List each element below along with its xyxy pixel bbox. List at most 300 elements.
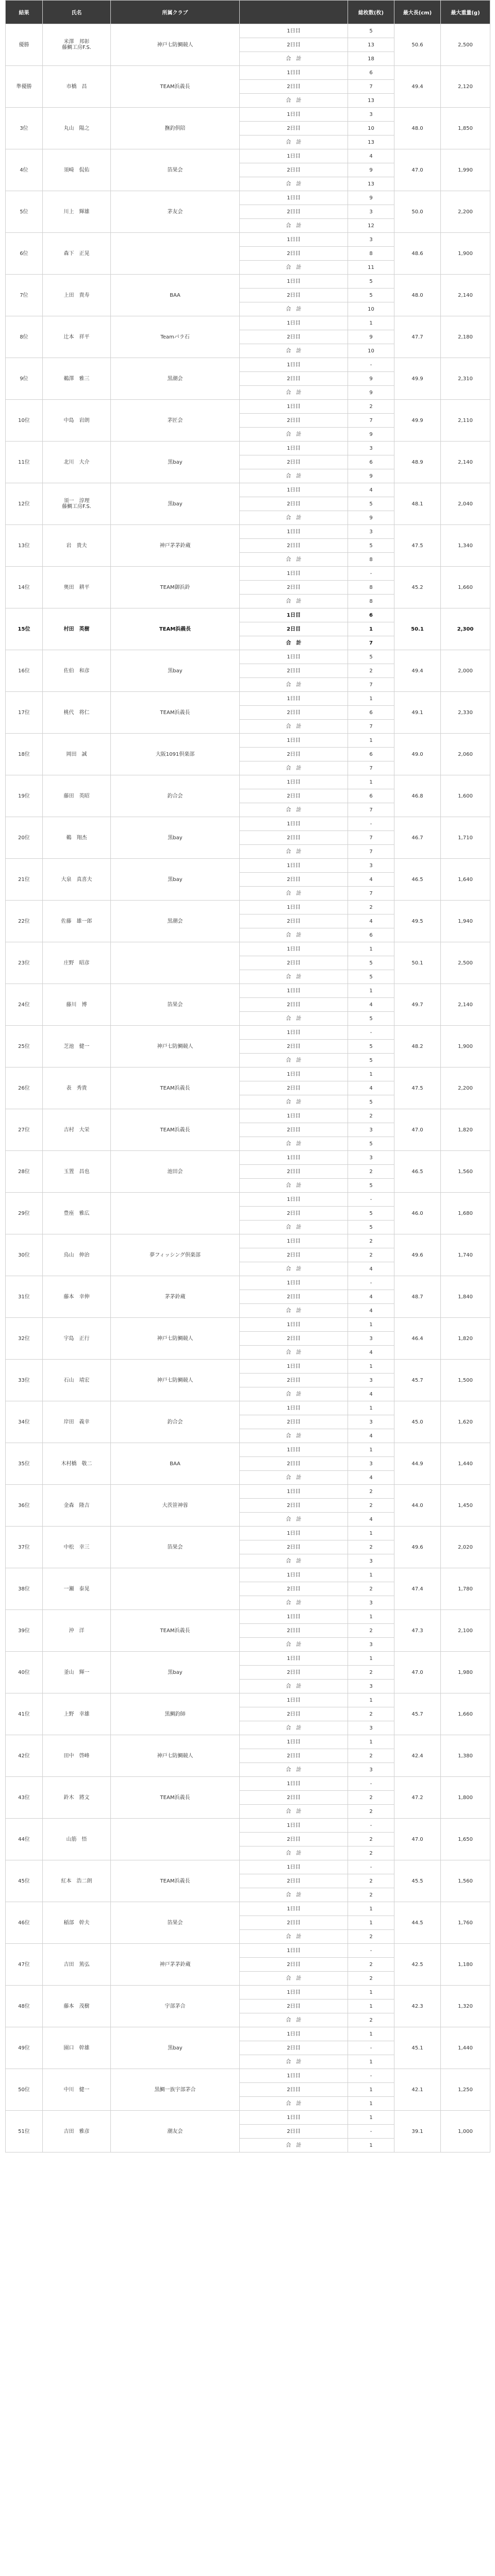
name-cell: 佐藤 雄一郎	[43, 901, 111, 942]
table-row	[6, 650, 490, 664]
day-label-cell: 2日目	[240, 1374, 348, 1387]
name-cell: 稲部 幹夫	[43, 1902, 111, 1944]
count-cell: 5	[348, 497, 394, 511]
name-cell: 桃代 将仁	[43, 692, 111, 734]
day-label-cell: 2日目	[240, 1415, 348, 1429]
day-label-cell: 1日目	[240, 817, 348, 831]
day-label-cell: 1日目	[240, 1860, 348, 1874]
maxlen-cell: 42.4	[394, 1735, 441, 1777]
rank-cell: 30位	[6, 1234, 43, 1276]
day-label-cell: 合 計	[240, 1262, 348, 1276]
maxwt-cell: 1,450	[441, 1485, 490, 1527]
count-cell: 3	[348, 1763, 394, 1777]
day-label-cell: 1日目	[240, 1067, 348, 1081]
club-cell: 釣合会	[111, 775, 240, 817]
maxlen-cell: 50.1	[394, 942, 441, 984]
name-cell: 芝池 健一	[43, 1026, 111, 1067]
count-cell: 1	[348, 1527, 394, 1540]
count-cell: 2	[348, 1485, 394, 1499]
table-row	[6, 1610, 490, 1624]
day-label-cell: 2日目	[240, 831, 348, 845]
count-cell: 5	[348, 1012, 394, 1026]
count-cell: 3	[348, 205, 394, 219]
club-cell: 夢フィッシング倶楽部	[111, 1234, 240, 1276]
count-cell: 1	[348, 2111, 394, 2125]
club-cell: 黒鯛釣師	[111, 1693, 240, 1735]
table-row	[6, 1276, 490, 1290]
name-cell: 釜山 輝一	[43, 1652, 111, 1693]
count-cell: 6	[348, 789, 394, 803]
day-label-cell: 合 計	[240, 678, 348, 692]
maxlen-cell: 46.8	[394, 775, 441, 817]
count-cell: 8	[348, 581, 394, 595]
rank-cell: 8位	[6, 316, 43, 358]
count-cell: 1	[348, 2055, 394, 2069]
day-label-cell: 合 計	[240, 595, 348, 608]
count-cell: 1	[348, 1360, 394, 1374]
maxlen-cell: 44.5	[394, 1902, 441, 1944]
day-label-cell: 合 計	[240, 1221, 348, 1234]
maxlen-cell: 47.5	[394, 525, 441, 567]
club-cell: 神戸七防鯛競人	[111, 1318, 240, 1360]
day-label-cell: 1日目	[240, 1527, 348, 1540]
count-cell: 1	[348, 2027, 394, 2041]
maxwt-cell: 1,850	[441, 108, 490, 149]
day-label-cell: 2日目	[240, 1332, 348, 1346]
rank-cell: 32位	[6, 1318, 43, 1360]
maxwt-cell: 2,060	[441, 734, 490, 775]
rank-cell: 25位	[6, 1026, 43, 1067]
count-cell: 4	[348, 998, 394, 1012]
day-label-cell: 合 計	[240, 2013, 348, 2027]
table-row	[6, 1735, 490, 1749]
name-cell: 鵜 翔杰	[43, 817, 111, 859]
day-label-cell: 合 計	[240, 845, 348, 859]
rank-cell: 22位	[6, 901, 43, 942]
count-cell: 13	[348, 177, 394, 191]
header-name: 氏名	[43, 1, 111, 24]
day-label-cell: 1日目	[240, 233, 348, 247]
table-row	[6, 1193, 490, 1207]
day-label-cell: 合 計	[240, 1763, 348, 1777]
club-cell: TEAM浜義長	[111, 1067, 240, 1109]
maxlen-cell: 49.9	[394, 358, 441, 400]
day-label-cell: 1日目	[240, 567, 348, 581]
maxlen-cell: 50.1	[394, 608, 441, 650]
count-cell: 1	[348, 1999, 394, 2013]
day-label-cell: 合 計	[240, 1304, 348, 1318]
count-cell: 9	[348, 428, 394, 442]
table-row	[6, 1693, 490, 1707]
name-cell: 村田 英樹	[43, 608, 111, 650]
count-cell: 5	[348, 956, 394, 970]
maxlen-cell: 45.5	[394, 1860, 441, 1902]
maxlen-cell: 44.0	[394, 1485, 441, 1527]
day-label-cell: 2日目	[240, 622, 348, 636]
club-cell: TEAM浜義長	[111, 1777, 240, 1819]
count-cell: 1	[348, 316, 394, 330]
day-label-cell: 合 計	[240, 553, 348, 567]
count-cell: 1	[348, 2083, 394, 2097]
count-cell: 3	[348, 1721, 394, 1735]
day-label-cell: 合 計	[240, 1513, 348, 1527]
maxwt-cell: 1,760	[441, 1902, 490, 1944]
count-cell: 2	[348, 1624, 394, 1638]
count-cell: 13	[348, 94, 394, 108]
rank-cell: 31位	[6, 1276, 43, 1318]
maxlen-cell: 45.7	[394, 1360, 441, 1401]
maxlen-cell: 47.7	[394, 316, 441, 358]
club-cell: 茅友会	[111, 191, 240, 233]
maxwt-cell: 1,600	[441, 775, 490, 817]
rank-cell: 33位	[6, 1360, 43, 1401]
count-cell: 5	[348, 539, 394, 553]
count-cell: 9	[348, 469, 394, 483]
count-cell: 13	[348, 38, 394, 52]
count-cell: 7	[348, 761, 394, 775]
maxwt-cell: 1,440	[441, 2027, 490, 2069]
count-cell: 2	[348, 1234, 394, 1248]
day-label-cell: 合 計	[240, 1471, 348, 1485]
count-cell: 4	[348, 1290, 394, 1304]
rank-cell: 41位	[6, 1693, 43, 1735]
count-cell: 2	[348, 1874, 394, 1888]
name-cell: 藤川 博	[43, 984, 111, 1026]
maxlen-cell: 48.2	[394, 1026, 441, 1067]
table-row	[6, 1151, 490, 1165]
name-cell: 園口 幹雄	[43, 2027, 111, 2069]
club-cell: 神戸七防鯛競人	[111, 1360, 240, 1401]
day-label-cell: 合 計	[240, 1930, 348, 1944]
table-row	[6, 775, 490, 789]
table-row	[6, 567, 490, 581]
count-cell: 7	[348, 831, 394, 845]
table-row	[6, 2111, 490, 2125]
day-label-cell: 合 計	[240, 761, 348, 775]
day-label-cell: 2日目	[240, 873, 348, 887]
day-label-cell: 2日目	[240, 581, 348, 595]
table-row	[6, 1902, 490, 1916]
name-cell: 石山 靖宏	[43, 1360, 111, 1401]
name-cell: 吉田 篤弘	[43, 1944, 111, 1986]
day-label-cell: 2日目	[240, 2125, 348, 2139]
club-cell	[111, 1193, 240, 1234]
club-cell: 箔果会	[111, 149, 240, 191]
name-cell: 庄野 昭彦	[43, 942, 111, 984]
club-cell: BAA	[111, 275, 240, 316]
maxlen-cell: 47.3	[394, 1610, 441, 1652]
name-cell: 鈴木 將文	[43, 1777, 111, 1819]
day-label-cell: 2日目	[240, 1833, 348, 1846]
table-row	[6, 400, 490, 414]
count-cell: 2	[348, 1707, 394, 1721]
table-row	[6, 1986, 490, 1999]
maxwt-cell: 2,180	[441, 316, 490, 358]
count-cell: 2	[348, 1888, 394, 1902]
day-label-cell: 2日目	[240, 748, 348, 761]
rank-cell: 5位	[6, 191, 43, 233]
count-cell: 18	[348, 52, 394, 66]
day-label-cell: 2日目	[240, 205, 348, 219]
club-cell: 箔果会	[111, 1902, 240, 1944]
day-label-cell: 2日目	[240, 372, 348, 386]
count-cell: 11	[348, 261, 394, 275]
maxlen-cell: 48.6	[394, 233, 441, 275]
club-cell: Teamパラ石	[111, 316, 240, 358]
club-cell: 黒bay	[111, 2027, 240, 2069]
count-cell: 7	[348, 80, 394, 94]
day-label-cell: 1日目	[240, 1902, 348, 1916]
club-cell: 潮友会	[111, 2111, 240, 2153]
day-label-cell: 1日目	[240, 734, 348, 748]
day-label-cell: 1日目	[240, 1735, 348, 1749]
day-label-cell: 1日目	[240, 1360, 348, 1374]
count-cell: 7	[348, 678, 394, 692]
day-label-cell: 2日目	[240, 706, 348, 720]
count-cell: 4	[348, 149, 394, 163]
day-label-cell: 合 計	[240, 344, 348, 358]
day-label-cell: 2日目	[240, 956, 348, 970]
count-cell: -	[348, 1777, 394, 1791]
rank-cell: 44位	[6, 1819, 43, 1860]
rank-cell: 17位	[6, 692, 43, 734]
day-label-cell: 2日目	[240, 1165, 348, 1179]
name-cell: 岡田 誠	[43, 734, 111, 775]
count-cell: 5	[348, 289, 394, 302]
name-cell: 吉村 大栄	[43, 1109, 111, 1151]
day-label-cell: 2日目	[240, 1958, 348, 1972]
maxwt-cell: 2,500	[441, 24, 490, 66]
day-label-cell: 2日目	[240, 1499, 348, 1513]
table-row	[6, 1777, 490, 1791]
name-cell: 米澤 邦彰 藤鯛工房F.S.	[43, 24, 111, 66]
day-label-cell: 1日目	[240, 442, 348, 455]
name-cell: 表 秀貴	[43, 1067, 111, 1109]
table-row	[6, 1234, 490, 1248]
day-label-cell: 合 計	[240, 428, 348, 442]
rank-cell: 49位	[6, 2027, 43, 2069]
maxlen-cell: 45.1	[394, 2027, 441, 2069]
count-cell: 5	[348, 275, 394, 289]
day-label-cell: 合 計	[240, 52, 348, 66]
maxlen-cell: 46.5	[394, 859, 441, 901]
count-cell: 8	[348, 247, 394, 261]
table-row	[6, 24, 490, 38]
count-cell: 2	[348, 1109, 394, 1123]
club-cell: 神戸七防鯛競人	[111, 1735, 240, 1777]
maxwt-cell: 1,650	[441, 1819, 490, 1860]
table-row	[6, 1652, 490, 1666]
table-row	[6, 1109, 490, 1123]
day-label-cell: 合 計	[240, 1429, 348, 1443]
count-cell: 4	[348, 1346, 394, 1360]
day-label-cell: 2日目	[240, 1749, 348, 1763]
maxwt-cell: 1,380	[441, 1735, 490, 1777]
count-cell: 2	[348, 1805, 394, 1819]
day-label-cell: 1日目	[240, 1151, 348, 1165]
rank-cell: 46位	[6, 1902, 43, 1944]
count-cell: 2	[348, 664, 394, 678]
club-cell: 釣合会	[111, 1401, 240, 1443]
day-label-cell: 1日目	[240, 1026, 348, 1040]
day-label-cell: 1日目	[240, 316, 348, 330]
day-label-cell: 2日目	[240, 539, 348, 553]
day-label-cell: 2日目	[240, 2083, 348, 2097]
rank-cell: 18位	[6, 734, 43, 775]
count-cell: 3	[348, 1457, 394, 1471]
club-cell: 黒潮会	[111, 901, 240, 942]
day-label-cell: 1日目	[240, 1610, 348, 1624]
table-row	[6, 1318, 490, 1332]
rank-cell: 23位	[6, 942, 43, 984]
rank-cell: 37位	[6, 1527, 43, 1568]
day-label-cell: 2日目	[240, 38, 348, 52]
club-cell: TEAM御浜鈴	[111, 567, 240, 608]
table-row	[6, 275, 490, 289]
header-result: 結果	[6, 1, 43, 24]
day-label-cell: 1日目	[240, 1485, 348, 1499]
count-cell: -	[348, 1819, 394, 1833]
name-cell: 上田 貴寿	[43, 275, 111, 316]
maxlen-cell: 46.4	[394, 1318, 441, 1360]
maxwt-cell: 2,140	[441, 984, 490, 1026]
table-row	[6, 2069, 490, 2083]
maxlen-cell: 48.0	[394, 275, 441, 316]
name-cell: 丸山 陽之	[43, 108, 111, 149]
club-cell: 大茨笹神蓉	[111, 1485, 240, 1527]
count-cell: -	[348, 567, 394, 581]
name-cell: 辻本 祥平	[43, 316, 111, 358]
count-cell: -	[348, 1944, 394, 1958]
header-total: 総枚数(枚)	[348, 1, 394, 24]
day-label-cell: 合 計	[240, 636, 348, 650]
table-row	[6, 1568, 490, 1582]
rank-cell: 14位	[6, 567, 43, 608]
count-cell: 5	[348, 1207, 394, 1221]
maxwt-cell: 2,020	[441, 1527, 490, 1568]
day-label-cell: 1日目	[240, 149, 348, 163]
maxwt-cell: 1,740	[441, 1234, 490, 1276]
table-row	[6, 149, 490, 163]
maxwt-cell: 1,000	[441, 2111, 490, 2153]
maxlen-cell: 49.7	[394, 984, 441, 1026]
count-cell: 2	[348, 1165, 394, 1179]
club-cell: 箔果会	[111, 984, 240, 1026]
table-row	[6, 316, 490, 330]
count-cell: 1	[348, 775, 394, 789]
maxwt-cell: 1,320	[441, 1986, 490, 2027]
table-row	[6, 358, 490, 372]
table-row	[6, 483, 490, 497]
day-label-cell: 2日目	[240, 1248, 348, 1262]
rank-cell: 11位	[6, 442, 43, 483]
maxlen-cell: 47.5	[394, 1067, 441, 1109]
count-cell: 3	[348, 1374, 394, 1387]
club-cell: TEAM浜義長	[111, 608, 240, 650]
count-cell: 2	[348, 2013, 394, 2027]
table-header	[6, 1, 490, 24]
table-row	[6, 1819, 490, 1833]
maxwt-cell: 1,780	[441, 1568, 490, 1610]
count-cell: 2	[348, 1540, 394, 1554]
maxwt-cell: 1,820	[441, 1109, 490, 1151]
maxwt-cell: 1,340	[441, 525, 490, 567]
count-cell: -	[348, 1860, 394, 1874]
count-cell: 3	[348, 233, 394, 247]
club-cell: TEAM浜義長	[111, 1860, 240, 1902]
day-label-cell: 2日目	[240, 1207, 348, 1221]
day-label-cell: 1日目	[240, 525, 348, 539]
table-row	[6, 817, 490, 831]
maxlen-cell: 45.0	[394, 1401, 441, 1443]
day-label-cell: 2日目	[240, 122, 348, 135]
count-cell: 1	[348, 2139, 394, 2153]
club-cell: 黒bay	[111, 817, 240, 859]
name-cell: 藤本 茂樹	[43, 1986, 111, 2027]
day-label-cell: 1日目	[240, 1568, 348, 1582]
count-cell: 4	[348, 1471, 394, 1485]
rank-cell: 9位	[6, 358, 43, 400]
maxlen-cell: 49.6	[394, 1527, 441, 1568]
count-cell: 1	[348, 1610, 394, 1624]
header-club: 所属クラブ	[111, 1, 240, 24]
day-label-cell: 合 計	[240, 1346, 348, 1360]
club-cell: 神戸七防鯛競人	[111, 1026, 240, 1067]
rank-cell: 28位	[6, 1151, 43, 1193]
maxlen-cell: 42.5	[394, 1944, 441, 1986]
count-cell: 2	[348, 1958, 394, 1972]
day-label-cell: 1日目	[240, 650, 348, 664]
count-cell: -	[348, 1276, 394, 1290]
day-label-cell: 1日目	[240, 1986, 348, 1999]
rank-cell: 3位	[6, 108, 43, 149]
day-label-cell: 合 計	[240, 887, 348, 901]
count-cell: 2	[348, 1846, 394, 1860]
name-cell: 市橋 昌	[43, 66, 111, 108]
day-label-cell: 1日目	[240, 275, 348, 289]
rank-cell: 24位	[6, 984, 43, 1026]
club-cell: TEAM浜義長	[111, 1109, 240, 1151]
count-cell: 3	[348, 859, 394, 873]
day-label-cell: 1日目	[240, 1819, 348, 1833]
maxwt-cell: 2,200	[441, 1067, 490, 1109]
day-label-cell: 2日目	[240, 2041, 348, 2055]
maxwt-cell: 1,440	[441, 1443, 490, 1485]
day-label-cell: 2日目	[240, 163, 348, 177]
name-cell: 森下 正晃	[43, 233, 111, 275]
club-cell: 大阪1091倶楽部	[111, 734, 240, 775]
maxlen-cell: 47.0	[394, 149, 441, 191]
count-cell: 1	[348, 1902, 394, 1916]
count-cell: 5	[348, 1137, 394, 1151]
maxwt-cell: 1,710	[441, 817, 490, 859]
count-cell: 7	[348, 803, 394, 817]
day-label-cell: 1日目	[240, 1693, 348, 1707]
table-row	[6, 1401, 490, 1415]
count-cell: 9	[348, 330, 394, 344]
count-cell: 1	[348, 734, 394, 748]
table-row	[6, 692, 490, 706]
rank-cell: 47位	[6, 1944, 43, 1986]
rank-cell: 45位	[6, 1860, 43, 1902]
count-cell: 2	[348, 1749, 394, 1763]
day-label-cell: 2日目	[240, 914, 348, 928]
name-cell: 大泉 真喜夫	[43, 859, 111, 901]
name-cell: 木村橋 敬二	[43, 1443, 111, 1485]
rank-cell: 34位	[6, 1401, 43, 1443]
maxlen-cell: 42.3	[394, 1986, 441, 2027]
rank-cell: 優勝	[6, 24, 43, 66]
